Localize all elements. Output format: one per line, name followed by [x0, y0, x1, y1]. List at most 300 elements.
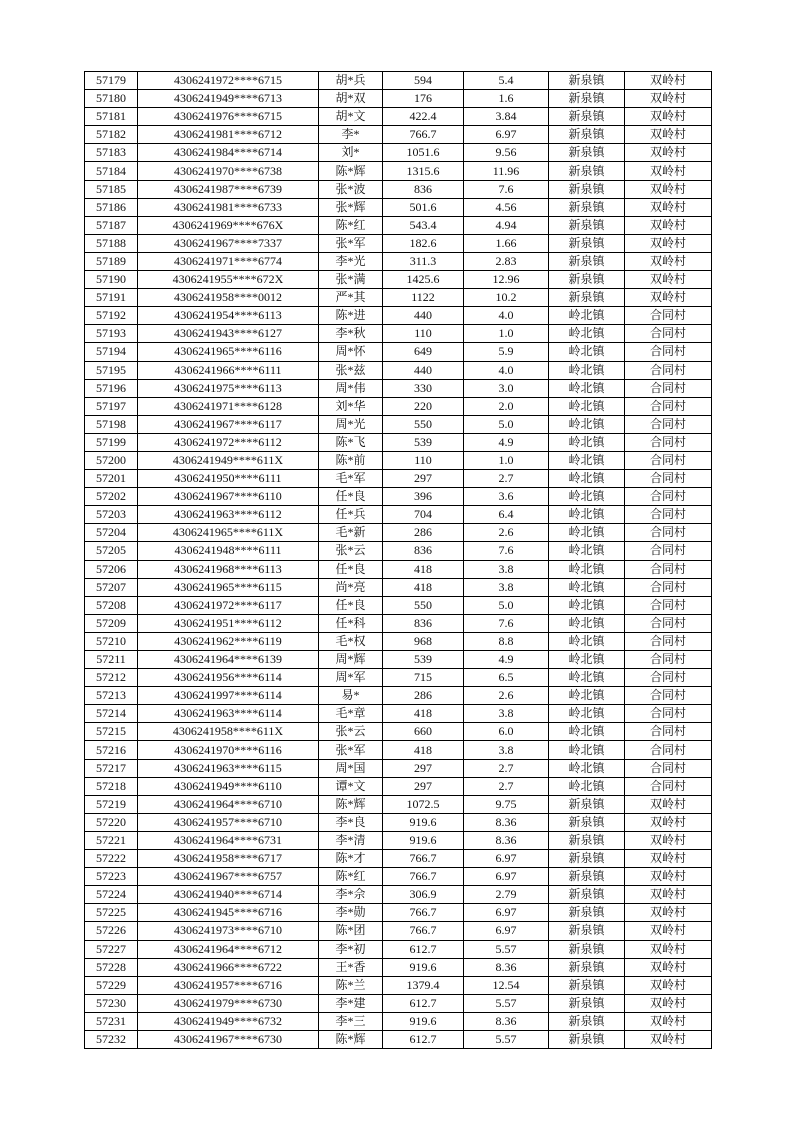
quantity-cell: 3.8 — [464, 741, 549, 759]
row-number-cell: 57208 — [85, 596, 138, 614]
row-number-cell: 57230 — [85, 994, 138, 1012]
table-row — [85, 614, 712, 632]
village-cell: 双岭村 — [625, 976, 712, 994]
table-row — [85, 397, 712, 415]
id-number-cell: 4306241967****6730 — [138, 1030, 319, 1048]
town-cell: 新泉镇 — [549, 289, 625, 307]
village-cell: 合同村 — [625, 433, 712, 451]
quantity-cell: 2.6 — [464, 524, 549, 542]
table-row — [85, 488, 712, 506]
id-number-cell: 4306241997****6114 — [138, 687, 319, 705]
quantity-cell: 6.97 — [464, 850, 549, 868]
id-number-cell: 4306241969****676X — [138, 216, 319, 234]
amount-cell: 297 — [383, 777, 464, 795]
table-row — [85, 777, 712, 795]
row-number-cell: 57213 — [85, 687, 138, 705]
person-name-cell: 陈*进 — [319, 307, 383, 325]
quantity-cell: 6.0 — [464, 723, 549, 741]
village-cell: 双岭村 — [625, 126, 712, 144]
quantity-cell: 4.9 — [464, 651, 549, 669]
village-cell: 合同村 — [625, 488, 712, 506]
village-cell: 合同村 — [625, 560, 712, 578]
id-number-cell: 4306241949****6713 — [138, 90, 319, 108]
village-cell: 双岭村 — [625, 922, 712, 940]
amount-cell: 1425.6 — [383, 271, 464, 289]
amount-cell: 649 — [383, 343, 464, 361]
village-cell: 合同村 — [625, 596, 712, 614]
quantity-cell: 12.96 — [464, 271, 549, 289]
village-cell: 合同村 — [625, 325, 712, 343]
id-number-cell: 4306241973****6710 — [138, 922, 319, 940]
person-name-cell: 周*光 — [319, 415, 383, 433]
row-number-cell: 57219 — [85, 795, 138, 813]
town-cell: 岭北镇 — [549, 741, 625, 759]
table-row — [85, 198, 712, 216]
id-number-cell: 4306241950****6111 — [138, 470, 319, 488]
quantity-cell: 3.8 — [464, 560, 549, 578]
village-cell: 合同村 — [625, 723, 712, 741]
person-name-cell: 毛*章 — [319, 705, 383, 723]
town-cell: 岭北镇 — [549, 524, 625, 542]
person-name-cell: 陈*团 — [319, 922, 383, 940]
quantity-cell: 1.6 — [464, 90, 549, 108]
row-number-cell: 57221 — [85, 831, 138, 849]
row-number-cell: 57205 — [85, 542, 138, 560]
amount-cell: 1051.6 — [383, 144, 464, 162]
table-row — [85, 922, 712, 940]
person-name-cell: 周*辉 — [319, 651, 383, 669]
table-row — [85, 669, 712, 687]
id-number-cell: 4306241956****6114 — [138, 669, 319, 687]
amount-cell: 766.7 — [383, 922, 464, 940]
town-cell: 岭北镇 — [549, 361, 625, 379]
town-cell: 岭北镇 — [549, 759, 625, 777]
table-row — [85, 705, 712, 723]
village-cell: 合同村 — [625, 470, 712, 488]
table-row — [85, 470, 712, 488]
quantity-cell: 12.54 — [464, 976, 549, 994]
village-cell: 双岭村 — [625, 90, 712, 108]
person-name-cell: 张*云 — [319, 542, 383, 560]
amount-cell: 297 — [383, 759, 464, 777]
row-number-cell: 57218 — [85, 777, 138, 795]
row-number-cell: 57179 — [85, 72, 138, 90]
amount-cell: 836 — [383, 542, 464, 560]
amount-cell: 418 — [383, 560, 464, 578]
person-name-cell: 周*军 — [319, 669, 383, 687]
person-name-cell: 毛*权 — [319, 632, 383, 650]
amount-cell: 418 — [383, 578, 464, 596]
amount-cell: 311.3 — [383, 252, 464, 270]
quantity-cell: 7.6 — [464, 614, 549, 632]
village-cell: 双岭村 — [625, 144, 712, 162]
village-cell: 双岭村 — [625, 813, 712, 831]
quantity-cell: 3.8 — [464, 705, 549, 723]
village-cell: 双岭村 — [625, 831, 712, 849]
id-number-cell: 4306241971****6774 — [138, 252, 319, 270]
row-number-cell: 57182 — [85, 126, 138, 144]
village-cell: 双岭村 — [625, 108, 712, 126]
person-name-cell: 李*三 — [319, 1012, 383, 1030]
id-number-cell: 4306241967****6110 — [138, 488, 319, 506]
id-number-cell: 4306241975****6113 — [138, 379, 319, 397]
id-number-cell: 4306241945****6716 — [138, 904, 319, 922]
quantity-cell: 3.6 — [464, 488, 549, 506]
quantity-cell: 2.79 — [464, 886, 549, 904]
village-cell: 合同村 — [625, 741, 712, 759]
id-number-cell: 4306241966****6722 — [138, 958, 319, 976]
id-number-cell: 4306241955****672X — [138, 271, 319, 289]
village-cell: 双岭村 — [625, 958, 712, 976]
person-name-cell: 张*兹 — [319, 361, 383, 379]
village-cell: 合同村 — [625, 669, 712, 687]
id-number-cell: 4306241951****6112 — [138, 614, 319, 632]
village-cell: 双岭村 — [625, 1012, 712, 1030]
quantity-cell: 4.94 — [464, 216, 549, 234]
amount-cell: 1122 — [383, 289, 464, 307]
town-cell: 新泉镇 — [549, 234, 625, 252]
table-row — [85, 234, 712, 252]
id-number-cell: 4306241964****6710 — [138, 795, 319, 813]
person-name-cell: 陈*红 — [319, 868, 383, 886]
table-row — [85, 687, 712, 705]
person-name-cell: 胡*文 — [319, 108, 383, 126]
table-row — [85, 108, 712, 126]
town-cell: 新泉镇 — [549, 831, 625, 849]
table-row — [85, 632, 712, 650]
village-cell: 双岭村 — [625, 162, 712, 180]
id-number-cell: 4306241968****6113 — [138, 560, 319, 578]
village-cell: 合同村 — [625, 379, 712, 397]
person-name-cell: 张*满 — [319, 271, 383, 289]
town-cell: 岭北镇 — [549, 632, 625, 650]
row-number-cell: 57227 — [85, 940, 138, 958]
quantity-cell: 4.56 — [464, 198, 549, 216]
id-number-cell: 4306241967****6757 — [138, 868, 319, 886]
table-row — [85, 289, 712, 307]
village-cell: 双岭村 — [625, 180, 712, 198]
amount-cell: 919.6 — [383, 1012, 464, 1030]
amount-cell: 330 — [383, 379, 464, 397]
amount-cell: 418 — [383, 705, 464, 723]
row-number-cell: 57214 — [85, 705, 138, 723]
amount-cell: 539 — [383, 433, 464, 451]
amount-cell: 766.7 — [383, 904, 464, 922]
table-row — [85, 741, 712, 759]
row-number-cell: 57192 — [85, 307, 138, 325]
person-name-cell: 严*其 — [319, 289, 383, 307]
amount-cell: 550 — [383, 596, 464, 614]
village-cell: 双岭村 — [625, 252, 712, 270]
table-row — [85, 1012, 712, 1030]
person-name-cell: 陈*辉 — [319, 1030, 383, 1048]
village-cell: 双岭村 — [625, 850, 712, 868]
village-cell: 双岭村 — [625, 795, 712, 813]
person-name-cell: 张*云 — [319, 723, 383, 741]
id-number-cell: 4306241948****6111 — [138, 542, 319, 560]
town-cell: 新泉镇 — [549, 850, 625, 868]
person-name-cell: 李*光 — [319, 252, 383, 270]
town-cell: 新泉镇 — [549, 922, 625, 940]
table-row — [85, 506, 712, 524]
village-cell: 双岭村 — [625, 234, 712, 252]
village-cell: 合同村 — [625, 415, 712, 433]
table-row — [85, 180, 712, 198]
village-cell: 合同村 — [625, 542, 712, 560]
quantity-cell: 4.9 — [464, 433, 549, 451]
id-number-cell: 4306241943****6127 — [138, 325, 319, 343]
village-cell: 双岭村 — [625, 289, 712, 307]
row-number-cell: 57224 — [85, 886, 138, 904]
row-number-cell: 57190 — [85, 271, 138, 289]
amount-cell: 543.4 — [383, 216, 464, 234]
town-cell: 新泉镇 — [549, 868, 625, 886]
row-number-cell: 57203 — [85, 506, 138, 524]
amount-cell: 422.4 — [383, 108, 464, 126]
id-number-cell: 4306241958****0012 — [138, 289, 319, 307]
id-number-cell: 4306241984****6714 — [138, 144, 319, 162]
id-number-cell: 4306241964****6139 — [138, 651, 319, 669]
row-number-cell: 57191 — [85, 289, 138, 307]
row-number-cell: 57194 — [85, 343, 138, 361]
town-cell: 岭北镇 — [549, 307, 625, 325]
row-number-cell: 57201 — [85, 470, 138, 488]
town-cell: 新泉镇 — [549, 126, 625, 144]
id-number-cell: 4306241964****6731 — [138, 831, 319, 849]
table-row — [85, 886, 712, 904]
person-name-cell: 胡*双 — [319, 90, 383, 108]
quantity-cell: 5.9 — [464, 343, 549, 361]
amount-cell: 440 — [383, 307, 464, 325]
amount-cell: 766.7 — [383, 850, 464, 868]
quantity-cell: 3.8 — [464, 578, 549, 596]
person-name-cell: 李*初 — [319, 940, 383, 958]
table-row — [85, 904, 712, 922]
row-number-cell: 57217 — [85, 759, 138, 777]
person-name-cell: 任*良 — [319, 488, 383, 506]
table-row — [85, 271, 712, 289]
id-number-cell: 4306241954****6113 — [138, 307, 319, 325]
id-number-cell: 4306241967****6117 — [138, 415, 319, 433]
person-name-cell: 尚*亮 — [319, 578, 383, 596]
person-name-cell: 张*波 — [319, 180, 383, 198]
person-name-cell: 周*怀 — [319, 343, 383, 361]
town-cell: 岭北镇 — [549, 687, 625, 705]
village-cell: 合同村 — [625, 397, 712, 415]
quantity-cell: 6.97 — [464, 126, 549, 144]
town-cell: 新泉镇 — [549, 795, 625, 813]
village-cell: 合同村 — [625, 651, 712, 669]
row-number-cell: 57202 — [85, 488, 138, 506]
row-number-cell: 57193 — [85, 325, 138, 343]
town-cell: 岭北镇 — [549, 596, 625, 614]
person-name-cell: 张*辉 — [319, 198, 383, 216]
town-cell: 岭北镇 — [549, 415, 625, 433]
amount-cell: 501.6 — [383, 198, 464, 216]
table-row — [85, 940, 712, 958]
person-name-cell: 陈*红 — [319, 216, 383, 234]
amount-cell: 919.6 — [383, 958, 464, 976]
id-number-cell: 4306241965****6115 — [138, 578, 319, 596]
amount-cell: 612.7 — [383, 994, 464, 1012]
town-cell: 岭北镇 — [549, 379, 625, 397]
row-number-cell: 57204 — [85, 524, 138, 542]
table-row — [85, 1030, 712, 1048]
person-name-cell: 周*国 — [319, 759, 383, 777]
row-number-cell: 57229 — [85, 976, 138, 994]
row-number-cell: 57189 — [85, 252, 138, 270]
row-number-cell: 57185 — [85, 180, 138, 198]
row-number-cell: 57184 — [85, 162, 138, 180]
id-number-cell: 4306241987****6739 — [138, 180, 319, 198]
village-cell: 双岭村 — [625, 886, 712, 904]
table-row — [85, 596, 712, 614]
village-cell: 合同村 — [625, 632, 712, 650]
amount-cell: 220 — [383, 397, 464, 415]
amount-cell: 612.7 — [383, 940, 464, 958]
table-row — [85, 343, 712, 361]
quantity-cell: 9.56 — [464, 144, 549, 162]
table-row — [85, 831, 712, 849]
table-row — [85, 90, 712, 108]
id-number-cell: 4306241963****6115 — [138, 759, 319, 777]
town-cell: 岭北镇 — [549, 614, 625, 632]
village-cell: 合同村 — [625, 506, 712, 524]
row-number-cell: 57183 — [85, 144, 138, 162]
row-number-cell: 57199 — [85, 433, 138, 451]
quantity-cell: 2.0 — [464, 397, 549, 415]
row-number-cell: 57207 — [85, 578, 138, 596]
person-name-cell: 李*秋 — [319, 325, 383, 343]
person-name-cell: 任*良 — [319, 596, 383, 614]
quantity-cell: 10.2 — [464, 289, 549, 307]
village-cell: 合同村 — [625, 578, 712, 596]
row-number-cell: 57232 — [85, 1030, 138, 1048]
table-row — [85, 994, 712, 1012]
table-row — [85, 542, 712, 560]
table-row — [85, 524, 712, 542]
village-cell: 合同村 — [625, 687, 712, 705]
row-number-cell: 57181 — [85, 108, 138, 126]
amount-cell: 836 — [383, 614, 464, 632]
row-number-cell: 57222 — [85, 850, 138, 868]
town-cell: 新泉镇 — [549, 976, 625, 994]
amount-cell: 660 — [383, 723, 464, 741]
village-cell: 双岭村 — [625, 216, 712, 234]
table-row — [85, 379, 712, 397]
town-cell: 新泉镇 — [549, 271, 625, 289]
person-name-cell: 张*军 — [319, 741, 383, 759]
quantity-cell: 6.97 — [464, 904, 549, 922]
row-number-cell: 57211 — [85, 651, 138, 669]
town-cell: 新泉镇 — [549, 813, 625, 831]
amount-cell: 1379.4 — [383, 976, 464, 994]
quantity-cell: 8.36 — [464, 958, 549, 976]
table-row — [85, 850, 712, 868]
amount-cell: 766.7 — [383, 868, 464, 886]
person-name-cell: 任*兵 — [319, 506, 383, 524]
amount-cell: 418 — [383, 741, 464, 759]
quantity-cell: 7.6 — [464, 180, 549, 198]
amount-cell: 766.7 — [383, 126, 464, 144]
quantity-cell: 2.6 — [464, 687, 549, 705]
person-name-cell: 任*良 — [319, 560, 383, 578]
amount-cell: 110 — [383, 451, 464, 469]
person-name-cell: 陈*辉 — [319, 162, 383, 180]
village-cell: 双岭村 — [625, 904, 712, 922]
quantity-cell: 8.8 — [464, 632, 549, 650]
table-row — [85, 868, 712, 886]
town-cell: 岭北镇 — [549, 578, 625, 596]
id-number-cell: 4306241970****6738 — [138, 162, 319, 180]
town-cell: 新泉镇 — [549, 162, 625, 180]
town-cell: 岭北镇 — [549, 506, 625, 524]
person-name-cell: 陈*兰 — [319, 976, 383, 994]
id-number-cell: 4306241970****6116 — [138, 741, 319, 759]
quantity-cell: 2.7 — [464, 777, 549, 795]
quantity-cell: 5.0 — [464, 415, 549, 433]
village-cell: 合同村 — [625, 524, 712, 542]
quantity-cell: 1.0 — [464, 451, 549, 469]
amount-cell: 594 — [383, 72, 464, 90]
amount-cell: 306.9 — [383, 886, 464, 904]
amount-cell: 1072.5 — [383, 795, 464, 813]
person-name-cell: 谭*文 — [319, 777, 383, 795]
table-row — [85, 162, 712, 180]
quantity-cell: 2.7 — [464, 470, 549, 488]
table-row — [85, 126, 712, 144]
town-cell: 新泉镇 — [549, 90, 625, 108]
table-row — [85, 578, 712, 596]
id-number-cell: 4306241976****6715 — [138, 108, 319, 126]
amount-cell: 286 — [383, 524, 464, 542]
id-number-cell: 4306241963****6112 — [138, 506, 319, 524]
row-number-cell: 57226 — [85, 922, 138, 940]
village-cell: 双岭村 — [625, 72, 712, 90]
id-number-cell: 4306241965****611X — [138, 524, 319, 542]
table-row — [85, 325, 712, 343]
table-row — [85, 252, 712, 270]
town-cell: 新泉镇 — [549, 198, 625, 216]
id-number-cell: 4306241981****6712 — [138, 126, 319, 144]
town-cell: 岭北镇 — [549, 669, 625, 687]
quantity-cell: 5.57 — [464, 994, 549, 1012]
person-name-cell: 毛*军 — [319, 470, 383, 488]
table-row — [85, 723, 712, 741]
row-number-cell: 57197 — [85, 397, 138, 415]
quantity-cell: 2.83 — [464, 252, 549, 270]
quantity-cell: 6.97 — [464, 868, 549, 886]
id-number-cell: 4306241972****6117 — [138, 596, 319, 614]
village-cell: 双岭村 — [625, 994, 712, 1012]
amount-cell: 919.6 — [383, 813, 464, 831]
row-number-cell: 57223 — [85, 868, 138, 886]
village-cell: 合同村 — [625, 307, 712, 325]
village-cell: 双岭村 — [625, 940, 712, 958]
amount-cell: 396 — [383, 488, 464, 506]
quantity-cell: 3.0 — [464, 379, 549, 397]
table-row — [85, 958, 712, 976]
village-cell: 双岭村 — [625, 198, 712, 216]
town-cell: 岭北镇 — [549, 651, 625, 669]
town-cell: 新泉镇 — [549, 886, 625, 904]
person-name-cell: 易* — [319, 687, 383, 705]
quantity-cell: 4.0 — [464, 307, 549, 325]
village-cell: 合同村 — [625, 343, 712, 361]
amount-cell: 968 — [383, 632, 464, 650]
quantity-cell: 1.0 — [464, 325, 549, 343]
person-name-cell: 胡*兵 — [319, 72, 383, 90]
